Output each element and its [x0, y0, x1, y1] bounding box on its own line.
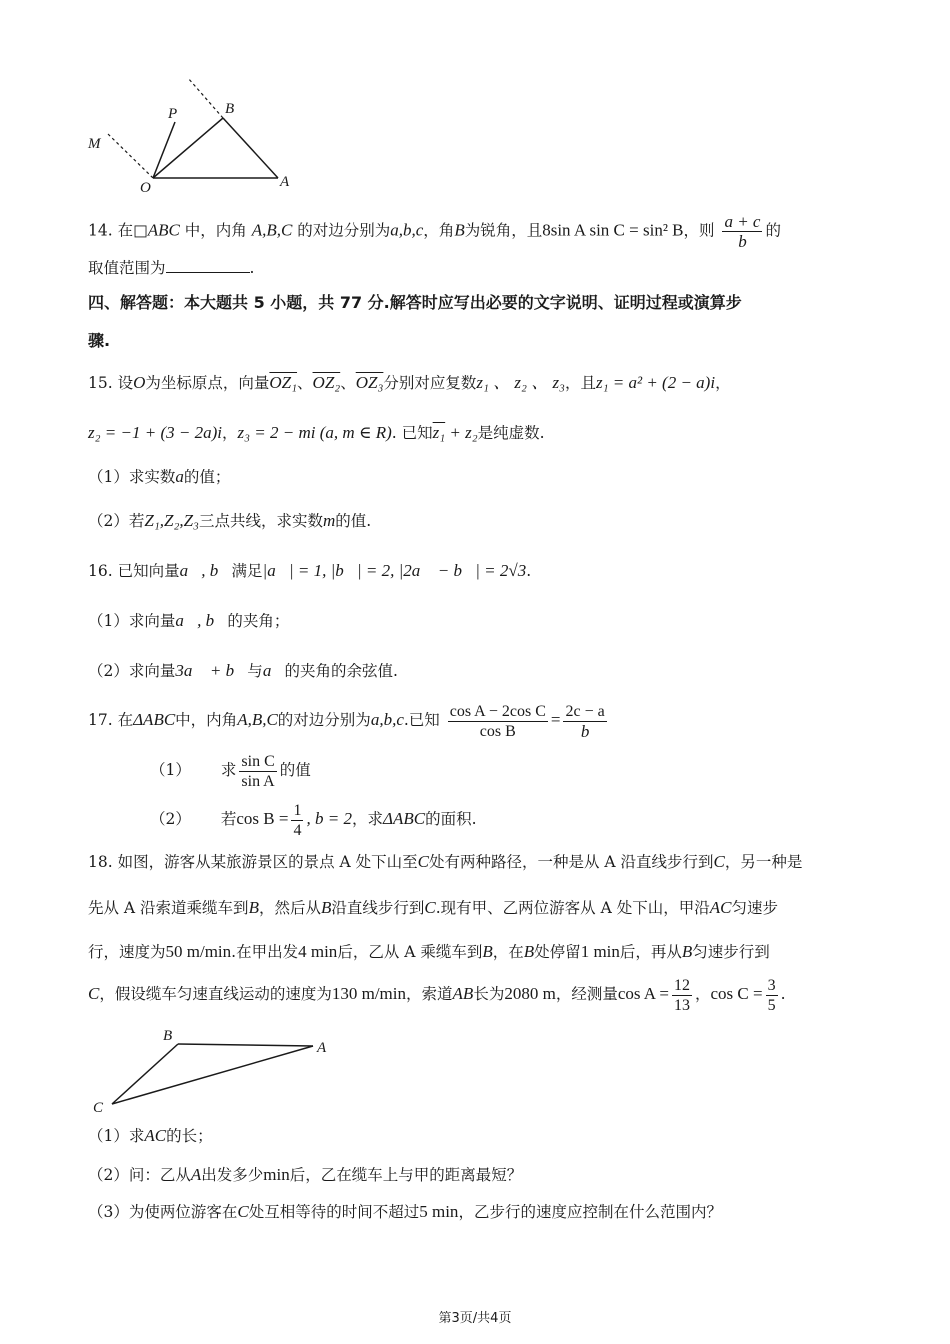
- q14-line2: 取值范围为 .: [88, 256, 254, 279]
- q17-line1: 17. 在ΔABC中，内角A,B,C的对边分别为a,b,c.已知 $\frac{\text{cos A − 2cos C}}{\text{cos B}}$ = $\frac{2c - a}{b}$: [88, 702, 605, 741]
- q16-line1: 16. 已知向量a⃗, b⃗满足|a⃗| = 1, |b⃗| = 2, |2a⃗ − b⃗| = 2√3.: [88, 561, 532, 580]
- figure-vector-diagram: [80, 70, 310, 198]
- q14-fraction: $\frac{a + c}{b}$: [724, 212, 761, 251]
- label-c2: C: [93, 1100, 104, 1116]
- answer-blank[interactable]: [166, 256, 250, 273]
- dashed-line-m: [108, 134, 153, 178]
- page-footer: 第3页/共4页: [438, 1311, 512, 1326]
- q17-fraction-right: $\frac{2c - a}{b}$: [565, 702, 605, 741]
- q17-fraction-left: $\frac{\text{cos A − 2cos C}}{\text{cos B}}$: [449, 702, 546, 740]
- q17-part1: （1） 求 $\frac{\text{sin C}}{\text{sin A}}$ 的值: [150, 752, 311, 790]
- dashed-line-b: [188, 78, 223, 118]
- q18-line1: 18. 如图，游客从某旅游景区的景点 A 处下山至C处有两种路径，一种是从 A 沿直线步行到C，另一种是: [88, 852, 803, 871]
- q15-part2: （2）若Z₁,Z₂,Z₃三点共线，求实数m的值.: [88, 511, 372, 530]
- label-p: P: [168, 106, 178, 122]
- q18-part3: （3）为使两位游客在C处互相等待的时间不超过5 min，乙步行的速度应控制在什么范围内？: [88, 1202, 722, 1221]
- q18-part2: （2）问：乙从A出发多少min后，乙在缆车上与甲的距离最短？: [88, 1165, 523, 1184]
- section-heading-cont: 骤.: [88, 331, 111, 350]
- q18-line4: C，假设缆车匀速直线运动的速度为130 m/min，索道AB长为2080 m，经测量cos A = $\frac{12}{13}$ ，cos C = $\frac{3}{5}$ .: [88, 976, 786, 1014]
- q17-part2: （2） 若cos B = $\frac{1}{4}$ , b = 2，求ΔABC的面积.: [150, 801, 477, 839]
- label-b: B: [225, 101, 235, 117]
- q17-cos-fraction: $\frac{1}{4}$: [293, 801, 302, 839]
- cos-c-fraction: $\frac{3}{5}$: [767, 976, 776, 1014]
- q16-part1: （1）求向量a⃗, b⃗的夹角；: [88, 611, 290, 630]
- section-heading: 四、解答题：本大题共 5 小题，共 77 分.解答时应写出必要的文字说明、证明过程或演算步: [88, 293, 742, 312]
- side-ba: [178, 1044, 313, 1046]
- label-a2: A: [317, 1040, 327, 1056]
- label-a: A: [280, 174, 290, 190]
- line-op: [153, 122, 175, 178]
- line-ba: [223, 118, 278, 178]
- q15-line1: 15. 设O为坐标原点，向量OZ₁、OZ₂、OZ₃分别对应复数z₁ 、 z₂ 、 z₃，且z₁ = a² + (2 − a)i，: [88, 373, 731, 392]
- q15-line2: z₂ = −1 + (3 − 2a)i，z₃ = 2 − mi (a, m ∈ R). 已知z₁ + z₂是纯虚数.: [88, 423, 545, 442]
- line-ob: [153, 118, 223, 178]
- q18-part1: （1）求AC的长；: [88, 1126, 213, 1145]
- label-b2: B: [163, 1028, 173, 1044]
- q14-line1: 14. 在□ABC 中，内角 A,B,C 的对边分别为a,b,c，角B为锐角，且8sin A sin C = sin² B，则 $\frac{a + c}{b}$ 的: [88, 212, 781, 251]
- label-m: M: [88, 136, 101, 152]
- q18-line2: 先从 A 沿索道乘缆车到B，然后从B沿直线步行到C.现有甲、乙两位游客从 A 处下山，甲沿AC匀速步: [88, 898, 778, 917]
- cos-a-fraction: $\frac{12}{13}$: [673, 976, 690, 1014]
- q18-line3: 行，速度为50 m/min.在甲出发4 min后，乙从 A 乘缆车到B，在B处停留1 min后，再从B匀速步行到: [88, 942, 770, 961]
- q17-sin-fraction: $\frac{\text{sin C}}{\text{sin A}}$: [241, 752, 275, 790]
- label-o: O: [140, 180, 151, 196]
- q15-part1: （1）求实数a的值；: [88, 467, 231, 486]
- q16-part2: （2）求向量3a⃗ + b⃗与a⃗的夹角的余弦值.: [88, 661, 398, 680]
- figure-triangle-abc: [85, 1022, 345, 1118]
- side-ca: [112, 1046, 313, 1104]
